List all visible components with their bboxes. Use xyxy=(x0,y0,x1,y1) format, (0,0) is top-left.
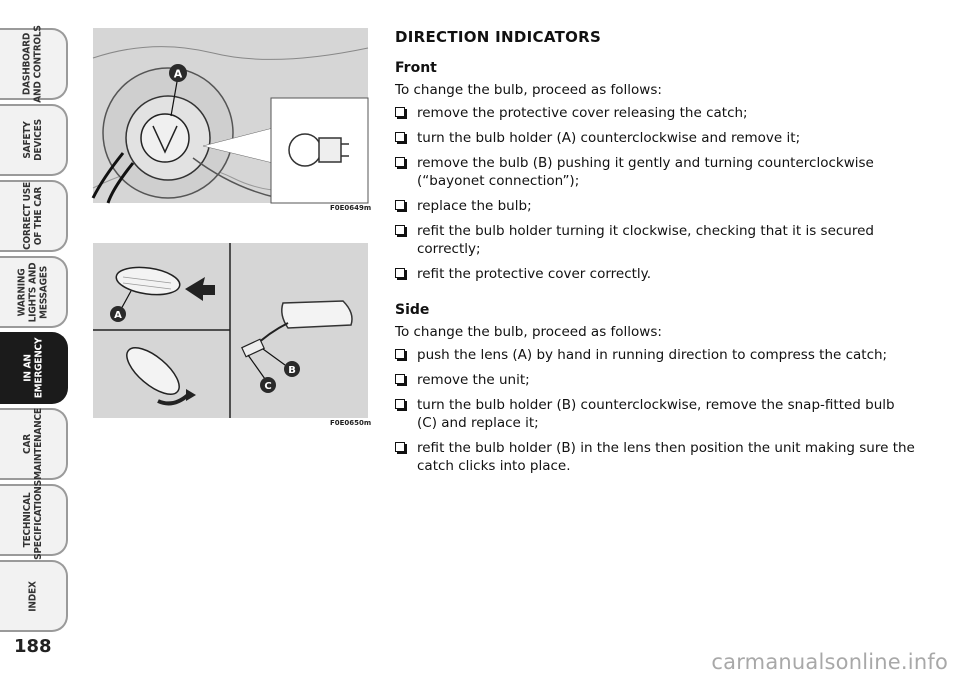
tab-index[interactable] xyxy=(0,560,68,632)
list-item xyxy=(395,154,915,190)
list-item xyxy=(395,222,915,258)
tab-warning-lights[interactable] xyxy=(0,256,68,328)
tab-safety-devices[interactable] xyxy=(0,104,68,176)
tab-correct-use[interactable] xyxy=(0,180,68,252)
list-item xyxy=(395,265,915,283)
front-intro: To change the bulb, proceed as follows: xyxy=(395,82,662,98)
step-text: remove the protective cover releasing the catch; xyxy=(417,105,748,121)
step-text: replace the bulb; xyxy=(417,198,532,214)
front-heading: Front xyxy=(395,60,437,76)
tab-in-an-emergency[interactable] xyxy=(0,332,68,404)
tab-technical-specifications[interactable] xyxy=(0,480,68,560)
figure-side-indicator xyxy=(93,243,372,427)
callout-c-label: C xyxy=(264,381,272,392)
front-indicator-illustration xyxy=(93,28,368,203)
step-text: turn the bulb holder (A) counterclockwise and remove it; xyxy=(417,130,801,146)
step-text: remove the bulb (B) pushing it gently and turning counterclockwise (“bayonet connection”); xyxy=(417,155,874,189)
checkbox-bullet-icon xyxy=(395,132,405,142)
side-intro: To change the bulb, proceed as follows: xyxy=(395,324,662,340)
section-title: DIRECTION INDICATORS xyxy=(395,28,602,46)
step-text: push the lens (A) by hand in running direction to compress the catch; xyxy=(417,347,888,363)
list-item xyxy=(395,197,915,215)
side-heading: Side xyxy=(395,302,430,318)
step-text: turn the bulb holder (B) counterclockwise, remove the snap-fitted bulb (C) and replace it; xyxy=(417,397,895,431)
list-item xyxy=(395,129,915,147)
tab-label: IN AN EMERGENCY xyxy=(22,337,44,399)
tab-dashboard-and-controls[interactable] xyxy=(0,25,68,103)
step-text: remove the unit; xyxy=(417,372,530,388)
tab-label: WARNING LIGHTS AND MESSAGES xyxy=(16,262,50,322)
list-item xyxy=(395,371,915,389)
step-text: refit the protective cover correctly. xyxy=(417,266,652,282)
front-steps-list xyxy=(395,104,915,283)
checkbox-bullet-icon xyxy=(395,157,405,167)
tab-label: DASHBOARD AND CONTROLS xyxy=(22,25,44,103)
watermark-text: carmanualsonline.info xyxy=(711,650,948,674)
page-number: 188 xyxy=(14,636,52,657)
side-steps-list xyxy=(395,346,915,475)
tab-label: SAFETY DEVICES xyxy=(21,119,44,161)
checkbox-bullet-icon xyxy=(395,349,405,359)
list-item xyxy=(395,346,915,364)
callout-a-label: A xyxy=(173,67,183,81)
checkbox-bullet-icon xyxy=(395,225,405,235)
tab-label: INDEX xyxy=(27,580,39,612)
list-item xyxy=(395,439,915,475)
checkbox-bullet-icon xyxy=(395,399,405,409)
tab-label: TECHNICAL SPECIFICATIONS xyxy=(22,480,45,560)
checkbox-bullet-icon xyxy=(395,107,405,117)
checkbox-bullet-icon xyxy=(395,268,405,278)
tab-label: CORRECT USE OF THE CAR xyxy=(22,182,45,250)
checkbox-bullet-icon xyxy=(395,442,405,452)
callout-a-label: A xyxy=(114,310,122,321)
list-item xyxy=(395,104,915,122)
figure-front-indicator xyxy=(93,28,372,212)
checkbox-bullet-icon xyxy=(395,200,405,210)
tab-car-maintenance[interactable] xyxy=(0,408,68,480)
side-indicator-illustration xyxy=(93,243,368,418)
tab-label: CAR MAINTENANCE xyxy=(22,408,44,480)
checkbox-bullet-icon xyxy=(395,374,405,384)
callout-b-label: B xyxy=(288,365,296,376)
step-text: refit the bulb holder (B) in the lens then position the unit making sure the catch clicks into place. xyxy=(417,440,915,474)
instructions-column xyxy=(395,28,915,482)
step-text: refit the bulb holder turning it clockwise, checking that it is secured correctly; xyxy=(417,223,874,257)
figure-code: F0E0649m xyxy=(330,204,372,212)
figure-code: F0E0650m xyxy=(330,419,372,427)
list-item xyxy=(395,396,915,432)
